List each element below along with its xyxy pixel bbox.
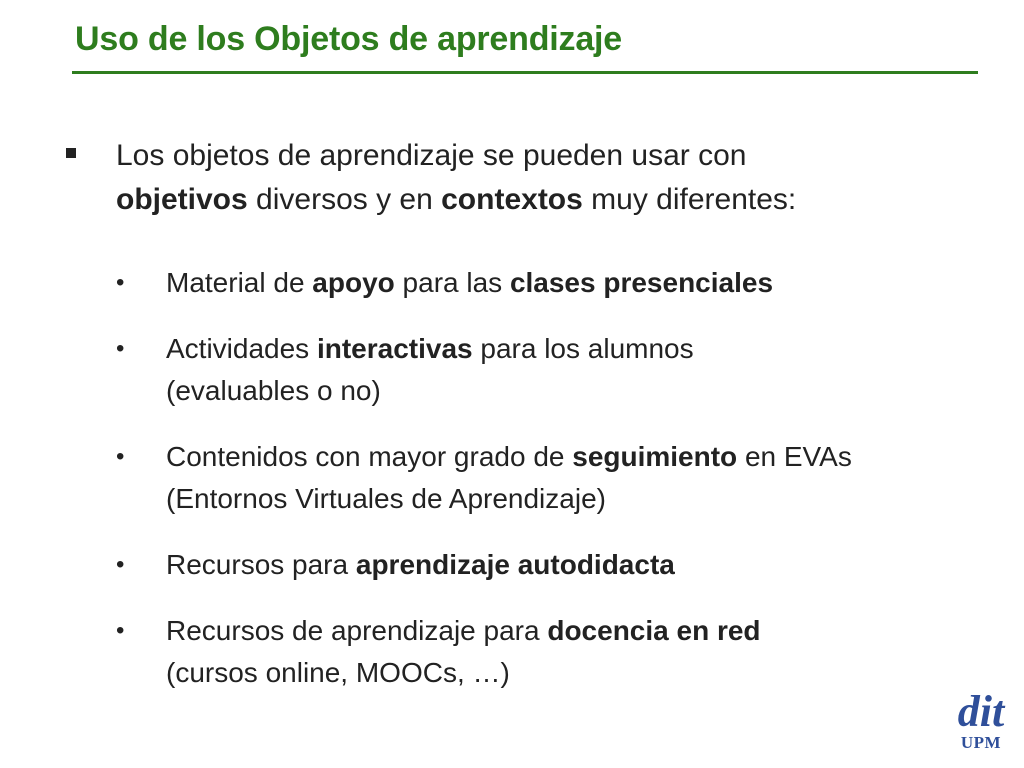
dot-bullet-icon: • [116, 269, 125, 296]
sub-item-text: Material de [166, 267, 313, 298]
sub-bullet-list [116, 262, 996, 718]
sub-item-bold: clases presenciales [509, 267, 774, 298]
logo-upm-text: UPM [960, 733, 1002, 752]
sub-item-bold: seguimiento [572, 441, 738, 472]
main-text-bold-objetivos: objetivos [116, 183, 248, 216]
main-bullet-item [66, 134, 966, 222]
slide-title: Uso de los Objetos de aprendizaje [75, 20, 622, 58]
sub-item-text: Contenidos con mayor grado de [166, 441, 573, 472]
dot-bullet-icon: • [116, 551, 125, 578]
sub-item-line2: (Entornos Virtuales de Aprendizaje) [166, 483, 606, 514]
sub-item-bold: aprendizaje autodidacta [355, 549, 675, 580]
square-bullet-icon [66, 148, 76, 158]
dot-bullet-icon: • [116, 617, 125, 644]
title-underline [72, 71, 978, 74]
sub-item-text: en EVAs [737, 441, 852, 472]
sub-item-bold: apoyo [312, 267, 395, 298]
sub-item-text: para los alumnos [472, 333, 694, 364]
sub-bullet-item [116, 610, 996, 694]
main-text-mid: diversos y en [247, 183, 442, 216]
sub-bullet-item [116, 328, 996, 412]
sub-item-bold: interactivas [316, 333, 473, 364]
main-text-bold-contextos: contextos [441, 183, 583, 216]
sub-item-line2: (cursos online, MOOCs, …) [166, 657, 510, 688]
logo-dit-text: dit [957, 687, 1005, 736]
sub-item-text: para las [394, 267, 510, 298]
sub-bullet-item [116, 436, 996, 520]
sub-item-text: Recursos para [166, 549, 356, 580]
main-text-line1: Los objetos de aprendizaje se pueden usar con [116, 139, 747, 172]
sub-item-text: Recursos de aprendizaje para [166, 615, 548, 646]
dot-bullet-icon: • [116, 443, 125, 470]
dit-upm-logo [946, 687, 1016, 760]
sub-item-bold: docencia en red [547, 615, 761, 646]
dot-bullet-icon: • [116, 335, 125, 362]
main-text-end: muy diferentes: [582, 183, 797, 216]
main-bullet-text [116, 134, 966, 222]
sub-item-line2: (evaluables o no) [166, 375, 381, 406]
sub-bullet-item [116, 544, 996, 586]
sub-bullet-item [116, 262, 996, 304]
sub-item-text: Actividades [166, 333, 317, 364]
